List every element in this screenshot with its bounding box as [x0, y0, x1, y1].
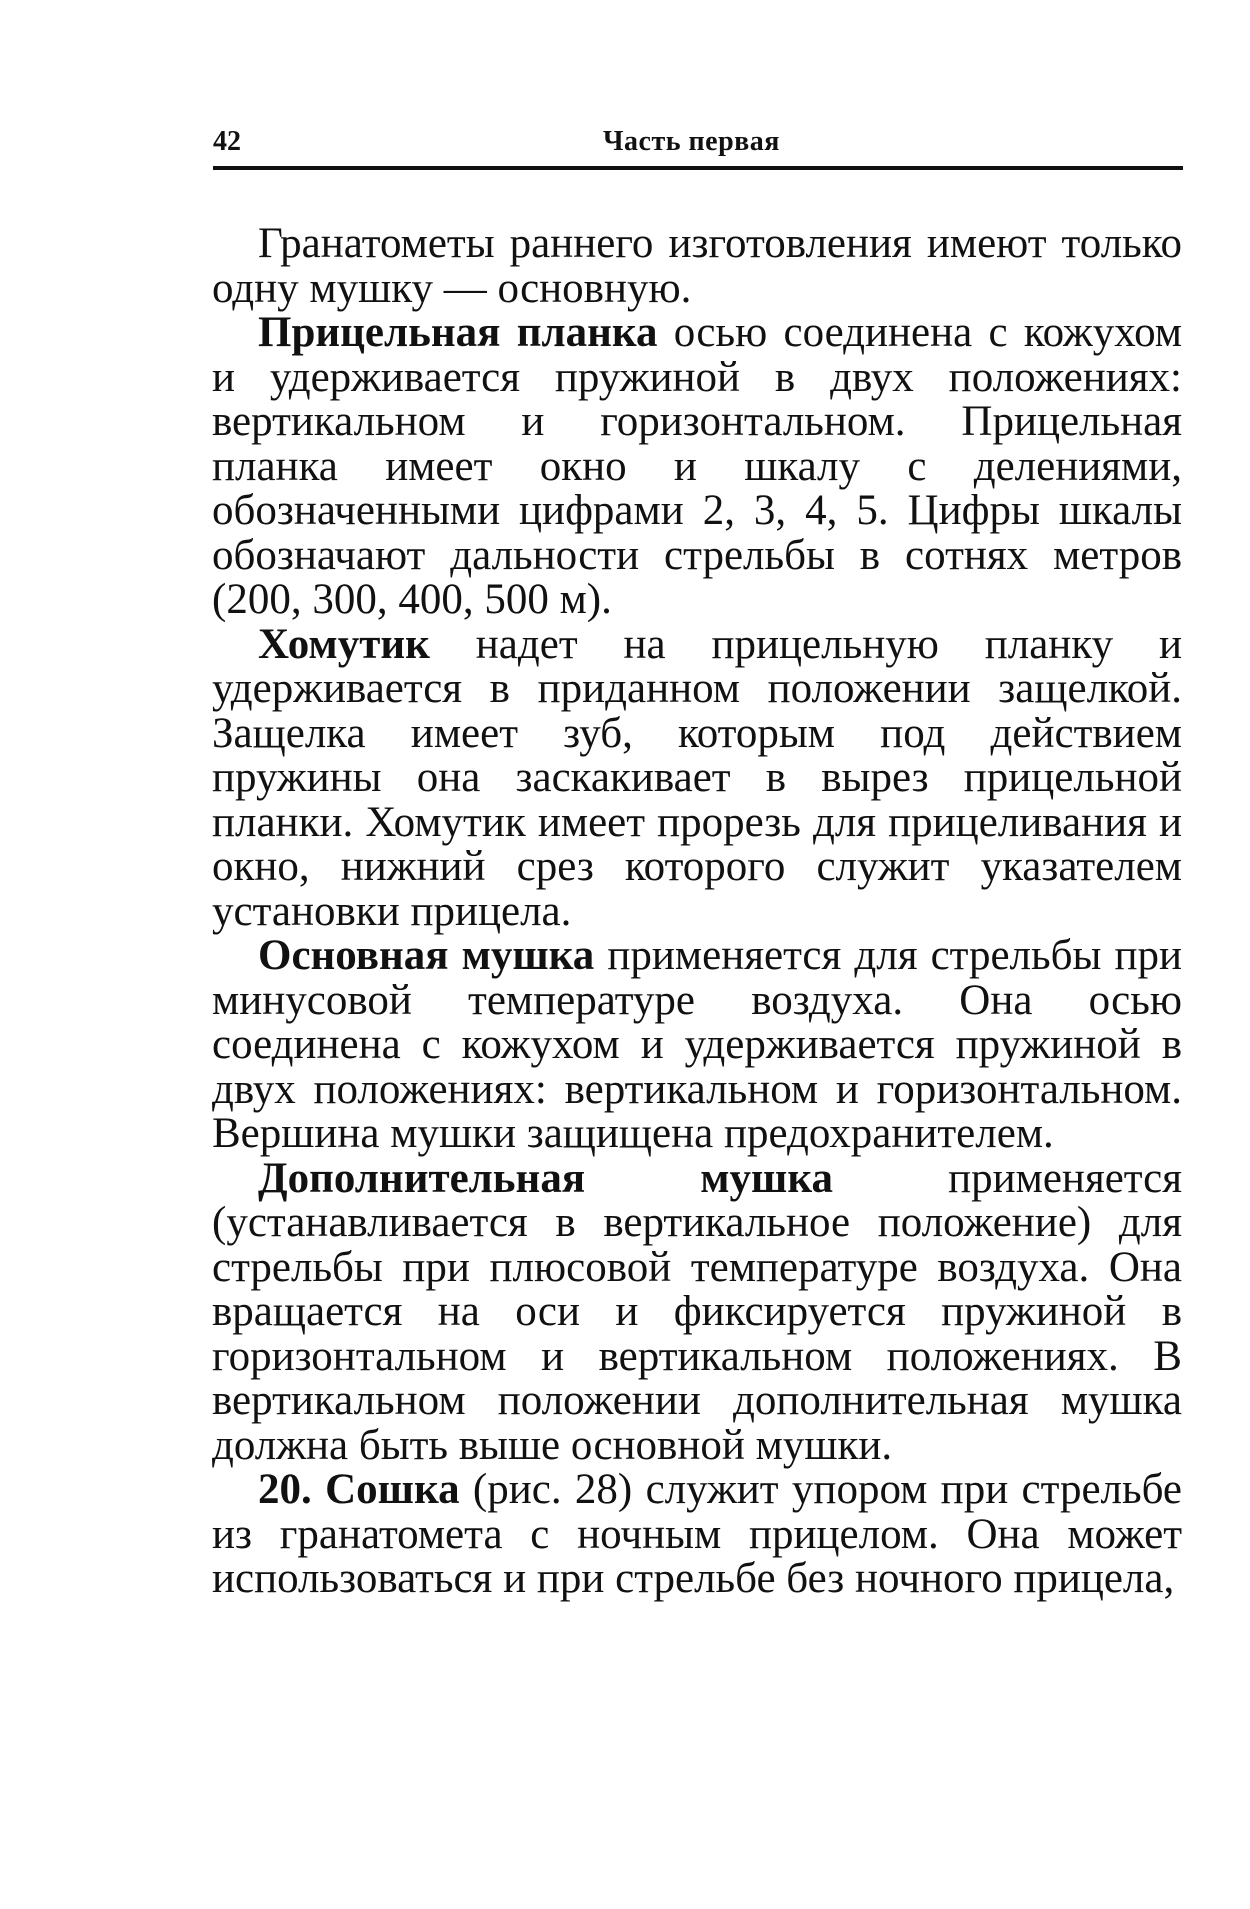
section-heading-term: 20. Сошка [258, 1466, 460, 1513]
running-title: Часть первая [603, 126, 780, 157]
page-number: 42 [213, 126, 241, 157]
paragraph-text: применяется для стрельбы при минусовой температуре воздуха. Она осью соединена с кожухом и удерживается пружиной в двух положениях: вертикальном и горизонтальном. Вершина мушки защищена предохранителем. [212, 932, 1182, 1157]
paragraph-text: осью соединена с кожухом и удерживается пружиной в двух положениях: вертикальном и горизонтальном. Прицельная планка имеет окно и шкалу с делениями, обозначенными цифрами 2, 3, 4, 5. Цифры шкалы обозначают дальности стрельбы в сотнях метров (200, 300, 400, 500 м). [212, 309, 1182, 623]
paragraph-lead-term: Дополнительная мушка [258, 1154, 833, 1202]
paragraph-lead-term: Прицельная планка [258, 309, 658, 356]
paragraph [212, 1154, 1182, 1469]
paragraph [212, 620, 1182, 935]
paragraph-text: Гранатометы раннего изготовления имеют только одну мушку — основную. [212, 220, 1182, 312]
body-text [212, 222, 1182, 1602]
paragraph [212, 222, 1182, 311]
paragraph-text: надет на прицельную планку и удерживается в приданном положении защелкой. Защелка имеет зуб, которым под действием пружины она заскакивает в вырез прицельной планки. Хомутик имеет прорезь для прицеливания и окно, нижний срез которого служит указателем установки прицела. [212, 620, 1182, 935]
paragraph [212, 934, 1182, 1157]
paragraph [212, 311, 1182, 623]
header-rule [213, 166, 1183, 170]
paragraph-text: применяется (устанавливается в вертикальное положение) для стрельбы при плюсовой температуре воздуха. Она вращается на оси и фиксируется пружиной в горизонтальном и вертикальном положениях. В вертикальном положении дополнительная мушка должна быть выше основной мушки. [212, 1154, 1182, 1469]
paragraph-lead-term: Хомутик [258, 620, 430, 668]
paragraph-text: (рис. 28) служит упором при стрельбе из гранатомета с ночным прицелом. Она может использоваться и при стрельбе без ночного прицела, [212, 1466, 1182, 1602]
paragraph-lead-term: Основная мушка [258, 932, 595, 979]
paragraph [212, 1468, 1182, 1602]
page-header [213, 122, 1183, 164]
